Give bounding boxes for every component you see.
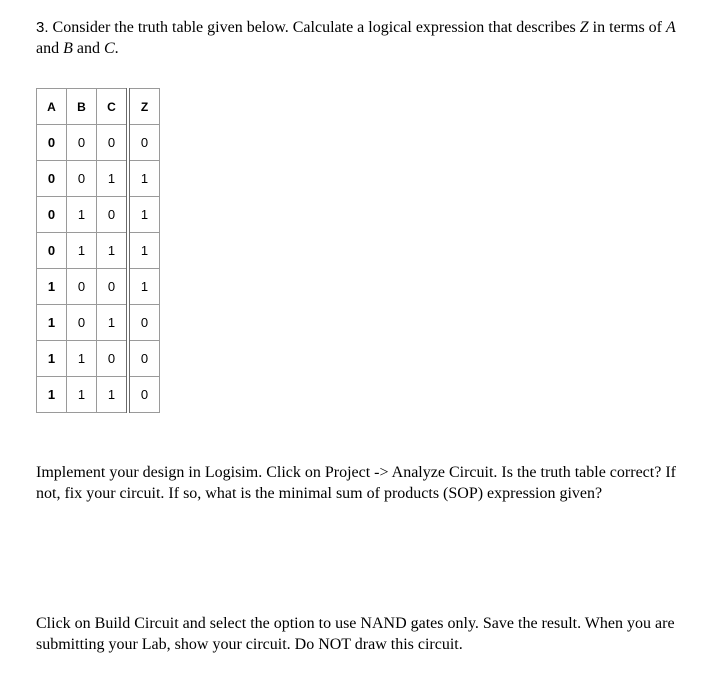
cell-b: 1 — [67, 233, 97, 269]
cell-b: 0 — [67, 305, 97, 341]
truth-table — [36, 88, 160, 413]
question-title — [36, 17, 676, 59]
cell-c: 0 — [97, 269, 129, 305]
cell-c: 1 — [97, 377, 129, 413]
header-a: A — [37, 89, 67, 125]
question-number: 3. — [36, 19, 49, 36]
table-row — [37, 161, 160, 197]
cell-c: 1 — [97, 233, 129, 269]
table-row — [37, 233, 160, 269]
cell-a: 1 — [37, 269, 67, 305]
cell-z: 1 — [128, 233, 160, 269]
header-c: C — [97, 89, 129, 125]
table-row — [37, 125, 160, 161]
table-row — [37, 341, 160, 377]
cell-b: 1 — [67, 197, 97, 233]
header-z: Z — [128, 89, 160, 125]
cell-z: 1 — [128, 269, 160, 305]
cell-z: 0 — [128, 377, 160, 413]
cell-b: 0 — [67, 125, 97, 161]
question-text-3: and — [36, 40, 64, 57]
table-row — [37, 305, 160, 341]
var-z: Z — [579, 19, 589, 36]
cell-b: 1 — [67, 341, 97, 377]
question-text-4: and — [72, 40, 104, 57]
var-b: B — [63, 40, 73, 57]
truth-table-header-row — [37, 89, 160, 125]
cell-a: 1 — [37, 377, 67, 413]
cell-c: 1 — [97, 305, 129, 341]
table-row — [37, 377, 160, 413]
cell-z: 0 — [128, 125, 160, 161]
cell-c: 1 — [97, 161, 129, 197]
table-row — [37, 197, 160, 233]
cell-b: 1 — [67, 377, 97, 413]
truth-table-body — [37, 125, 160, 413]
cell-b: 0 — [67, 269, 97, 305]
cell-a: 1 — [37, 341, 67, 377]
cell-c: 0 — [97, 197, 129, 233]
header-b: B — [67, 89, 97, 125]
question-text-1: Consider the truth table given below. Calculate a logical expression that describes — [52, 19, 580, 36]
var-a: A — [666, 19, 676, 36]
cell-z: 1 — [128, 197, 160, 233]
implement-paragraph: Implement your design in Logisim. Click on Project -> Analyze Circuit. Is the truth table correct? If not, fix your circuit. If so, what is the minimal sum of products (SOP) expression given? — [36, 464, 676, 502]
cell-a: 1 — [37, 305, 67, 341]
cell-a: 0 — [37, 161, 67, 197]
cell-c: 0 — [97, 341, 129, 377]
cell-z: 0 — [128, 305, 160, 341]
cell-z: 1 — [128, 161, 160, 197]
cell-a: 0 — [37, 197, 67, 233]
cell-a: 0 — [37, 125, 67, 161]
cell-c: 0 — [97, 125, 129, 161]
cell-a: 0 — [37, 233, 67, 269]
cell-b: 0 — [67, 161, 97, 197]
table-row — [37, 269, 160, 305]
question-text-5: . — [114, 40, 119, 57]
question-text-2: in terms of — [588, 19, 666, 36]
build-circuit-paragraph: Click on Build Circuit and select the option to use NAND gates only. Save the result. When you are submitting your Lab, show your circuit. Do NOT draw this circuit. — [36, 615, 675, 653]
var-c: C — [104, 40, 115, 57]
cell-z: 0 — [128, 341, 160, 377]
